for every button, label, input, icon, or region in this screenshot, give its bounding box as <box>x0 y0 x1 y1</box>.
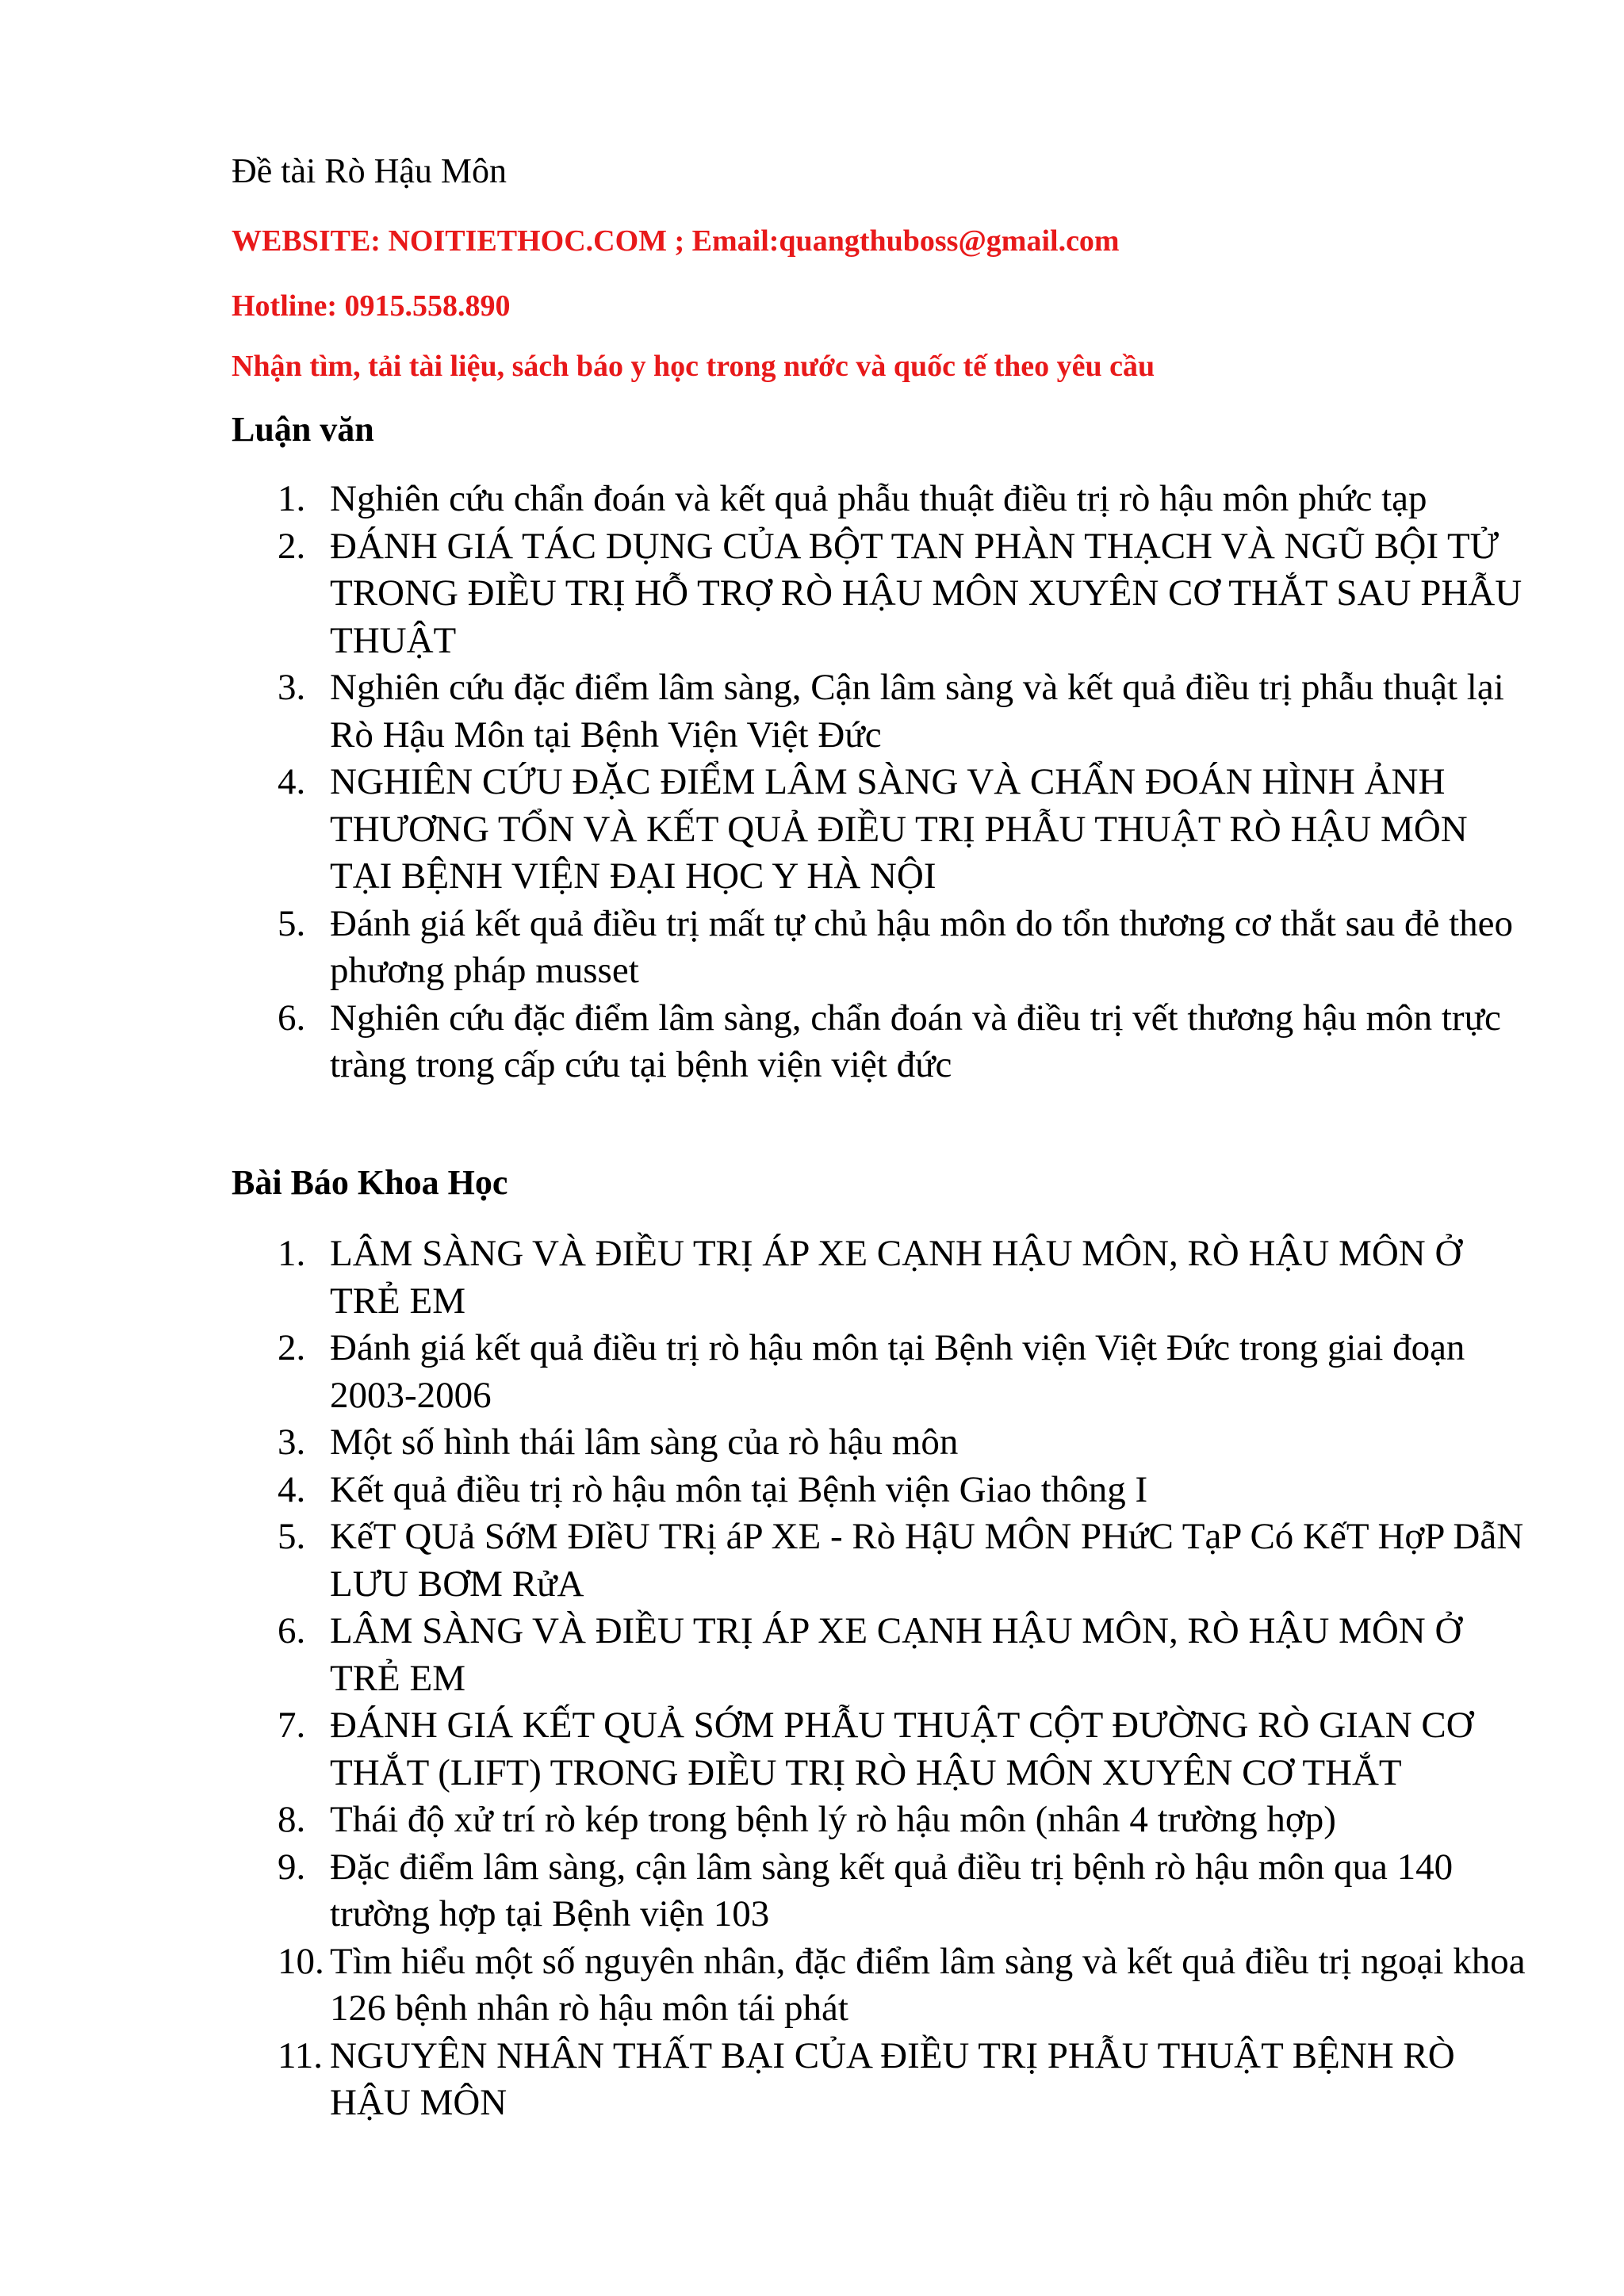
thesis-list <box>232 476 1532 1089</box>
list-item <box>232 1797 1532 1844</box>
list-item-text: Nghiên cứu đặc điểm lâm sàng, chẩn đoán và điều trị vết thương hậu môn trực tràng trong cấp cứu tại bệnh viện việt đức <box>330 997 1501 1085</box>
list-item <box>232 523 1532 665</box>
list-item-number: 9. <box>278 1846 306 1888</box>
list-item <box>232 759 1532 901</box>
list-item <box>232 1513 1532 1608</box>
list-item-text: ĐÁNH GIÁ KẾT QUẢ SỚM PHẪU THUẬT CỘT ĐƯỜNG RÒ GIAN CƠ THẮT (LIFT) TRONG ĐIỀU TRỊ RÒ HẬU MÔN XUYÊN CƠ THẮT <box>330 1705 1473 1793</box>
list-item-number: 4. <box>278 761 306 802</box>
request-service-line: Nhận tìm, tải tài liệu, sách báo y học trong nước và quốc tế theo yêu cầu <box>232 350 1155 383</box>
list-item-number: 2. <box>278 525 306 567</box>
list-item-number: 7. <box>278 1705 306 1746</box>
list-item-number: 1. <box>278 1233 306 1274</box>
list-item <box>232 1702 1532 1797</box>
list-item <box>232 664 1532 759</box>
list-item-text: LÂM SÀNG VÀ ĐIỀU TRỊ ÁP XE CẠNH HẬU MÔN, RÒ HẬU MÔN Ở TRẺ EM <box>330 1610 1462 1699</box>
list-item-number: 5. <box>278 902 306 944</box>
list-item <box>232 476 1532 523</box>
list-item-text: LÂM SÀNG VÀ ĐIỀU TRỊ ÁP XE CẠNH HẬU MÔN, RÒ HẬU MÔN Ở TRẺ EM <box>330 1233 1462 1322</box>
document-title: Đề tài Rò Hậu Môn <box>232 151 508 190</box>
list-item <box>232 1608 1532 1702</box>
list-item <box>232 1230 1532 1325</box>
hotline-line: Hotline: 0915.558.890 <box>232 289 511 323</box>
list-item-number: 8. <box>278 1799 306 1840</box>
list-item-number: 4. <box>278 1468 306 1510</box>
website-email-line: WEBSITE: NOITIETHOC.COM ; Email:quangthuboss@gmail.com <box>232 224 1120 258</box>
list-item-text: NGHIÊN CỨU ĐẶC ĐIỂM LÂM SÀNG VÀ CHẨN ĐOÁN HÌNH ẢNH THƯƠNG TỔN VÀ KẾT QUẢ ĐIỀU TRỊ PHẪU THUẬT RÒ HẬU MÔN TẠI BỆNH VIỆN ĐẠI HỌC Y HÀ NỘI <box>330 761 1468 897</box>
list-item <box>232 1844 1532 1938</box>
thesis-heading: Luận văn <box>232 410 374 449</box>
list-item <box>232 1419 1532 1467</box>
list-item-number: 6. <box>278 997 306 1039</box>
list-item <box>232 1938 1532 2033</box>
list-item-number: 5. <box>278 1516 306 1557</box>
list-item-number: 11. <box>278 2034 324 2076</box>
list-item-text: Tìm hiểu một số nguyên nhân, đặc điểm lâm sàng và kết quả điều trị ngoại khoa 126 bệnh nhân rò hậu môn tái phát <box>330 1940 1526 2029</box>
list-item-number: 3. <box>278 1422 306 1463</box>
list-item-text: Nghiên cứu chẩn đoán và kết quả phẫu thuật điều trị rò hậu môn phức tạp <box>330 478 1427 519</box>
list-item-text: KếT QUả SớM ĐIềU TRị áP XE - Rò HậU MÔN PHứC TạP Có KếT HợP DẫN LƯU BƠM RửA <box>330 1516 1524 1605</box>
list-item <box>232 1467 1532 1514</box>
list-item-text: Nghiên cứu đặc điểm lâm sàng, Cận lâm sàng và kết quả điều trị phẫu thuật lại Rò Hậu Môn tại Bệnh Viện Việt Đức <box>330 667 1504 756</box>
articles-heading: Bài Báo Khoa Học <box>232 1163 508 1202</box>
list-item <box>232 901 1532 995</box>
list-item-text: Đánh giá kết quả điều trị rò hậu môn tại Bệnh viện Việt Đức trong giai đoạn 2003-2006 <box>330 1327 1465 1416</box>
list-item-text: Kết quả điều trị rò hậu môn tại Bệnh viện Giao thông I <box>330 1468 1148 1510</box>
list-item-text: Đặc điểm lâm sàng, cận lâm sàng kết quả điều trị bệnh rò hậu môn qua 140 trường hợp tại Bệnh viện 103 <box>330 1846 1454 1934</box>
articles-list <box>232 1230 1532 2127</box>
list-item-text: Đánh giá kết quả điều trị mất tự chủ hậu môn do tổn thương cơ thắt sau đẻ theo phương pháp musset <box>330 902 1514 991</box>
list-item <box>232 2033 1532 2127</box>
list-item-text: NGUYÊN NHÂN THẤT BẠI CỦA ĐIỀU TRỊ PHẪU THUẬT BỆNH RÒ HẬU MÔN <box>330 2034 1455 2123</box>
list-item-number: 2. <box>278 1327 306 1368</box>
list-item-text: Một số hình thái lâm sàng của rò hậu môn <box>330 1422 959 1463</box>
list-item <box>232 995 1532 1089</box>
list-item-text: ĐÁNH GIÁ TÁC DỤNG CỦA BỘT TAN PHÀN THẠCH VÀ NGŨ BỘI TỬ TRONG ĐIỀU TRỊ HỖ TRỢ RÒ HẬU MÔN XUYÊN CƠ THẮT SAU PHẪU THUẬT <box>330 525 1522 661</box>
list-item <box>232 1325 1532 1419</box>
list-item-text: Thái độ xử trí rò kép trong bệnh lý rò hậu môn (nhân 4 trường hợp) <box>330 1799 1336 1840</box>
list-item-number: 10. <box>278 1940 324 1982</box>
list-item-number: 1. <box>278 478 306 519</box>
list-item-number: 6. <box>278 1610 306 1651</box>
list-item-number: 3. <box>278 667 306 708</box>
